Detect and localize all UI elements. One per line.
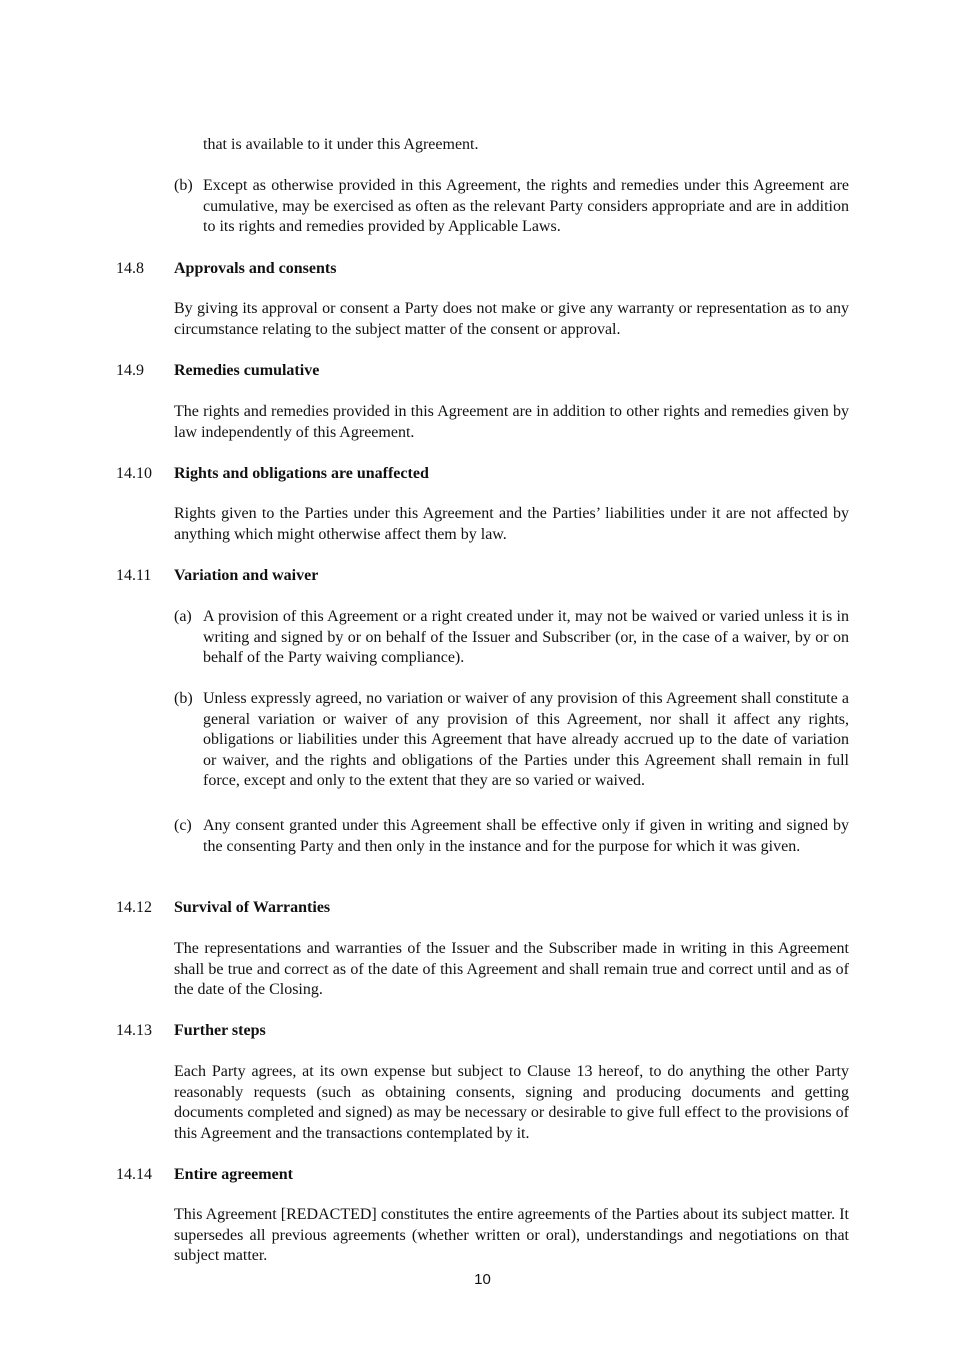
section-number: 14.9 bbox=[116, 362, 144, 379]
section-title: Rights and obligations are unaffected bbox=[174, 465, 429, 482]
clause-item-b bbox=[174, 689, 849, 792]
section-title: Survival of Warranties bbox=[174, 899, 331, 916]
section-number: 14.14 bbox=[116, 1166, 152, 1183]
section-number: 14.10 bbox=[116, 465, 152, 482]
section-title: Entire agreement bbox=[174, 1166, 293, 1183]
section-title: Approvals and consents bbox=[174, 260, 337, 277]
item-text: Unless expressly agreed, no variation or waiver of any provision of this Agreement shall constitute a general variation or waiver of any provision of this Agreement, nor shall it affect any rights, obligations or liabilities under this Agreement that have already accrued up to the date of variation or waiver, and the rights and obligations of the Parties under this Agreement shall remain in full force, except and only to the extent that they are so varied or waived. bbox=[203, 690, 849, 789]
section-body-14-8: By giving its approval or consent a Party does not make or give any warranty or representation as to any circumstance relating to the subject matter of the consent or approval. bbox=[174, 300, 849, 338]
section-body-14-12: The representations and warranties of the Issuer and the Subscriber made in writing in this Agreement shall be true and correct as of the date of this Agreement and shall remain true and correct until and as of the date of the Closing. bbox=[174, 940, 849, 998]
item-text: A provision of this Agreement or a right created under it, may not be waived or varied unless it is in writing and signed by or on behalf of the Issuer and Subscriber (or, in the case of a waiver, by or on behalf of the Party waiving compliance). bbox=[203, 608, 849, 666]
clause-item-a bbox=[174, 607, 849, 669]
section-title: Variation and waiver bbox=[174, 567, 319, 584]
item-label: (b) bbox=[174, 690, 193, 707]
item-text: Except as otherwise provided in this Agreement, the rights and remedies under this Agreement are cumulative, may be exercised as often as the relevant Party considers appropriate and are in addition to its rights and remedies provided by Applicable Laws. bbox=[203, 177, 849, 235]
item-label: (b) bbox=[174, 177, 193, 194]
section-body-14-9: The rights and remedies provided in this Agreement are in addition to other rights and remedies given by law independently of this Agreement. bbox=[174, 403, 849, 441]
section-number: 14.13 bbox=[116, 1022, 152, 1039]
section-number: 14.8 bbox=[116, 260, 144, 277]
clause-item-b bbox=[174, 176, 849, 238]
section-title: Further steps bbox=[174, 1022, 266, 1039]
item-label: (a) bbox=[174, 608, 192, 625]
section-number: 14.11 bbox=[116, 567, 152, 584]
section-body-14-10: Rights given to the Parties under this Agreement and the Parties’ liabilities under it are not affected by anything which might otherwise affect them by law. bbox=[174, 505, 849, 543]
page-number: 10 bbox=[474, 1271, 491, 1288]
clause-item-c bbox=[174, 816, 849, 857]
section-title: Remedies cumulative bbox=[174, 362, 320, 379]
continuation-text: that is available to it under this Agreement. bbox=[203, 136, 479, 153]
item-text: Any consent granted under this Agreement shall be effective only if given in writing and signed by the consenting Party and then only in the instance and for the purpose for which it was given. bbox=[203, 817, 849, 855]
section-body-14-13: Each Party agrees, at its own expense but subject to Clause 13 hereof, to do anything the other Party reasonably requests (such as obtaining consents, signing and producing documents and getting documents completed and signed) as may be necessary or desirable to give full effect to the provisions of this Agreement and the transactions contemplated by it. bbox=[174, 1063, 849, 1142]
item-label: (c) bbox=[174, 817, 192, 834]
section-body-14-14: This Agreement [REDACTED] constitutes the entire agreements of the Parties about its subject matter. It supersedes all previous agreements (whether written or oral), understandings and negotiations on that subject matter. bbox=[174, 1206, 849, 1264]
section-number: 14.12 bbox=[116, 899, 152, 916]
